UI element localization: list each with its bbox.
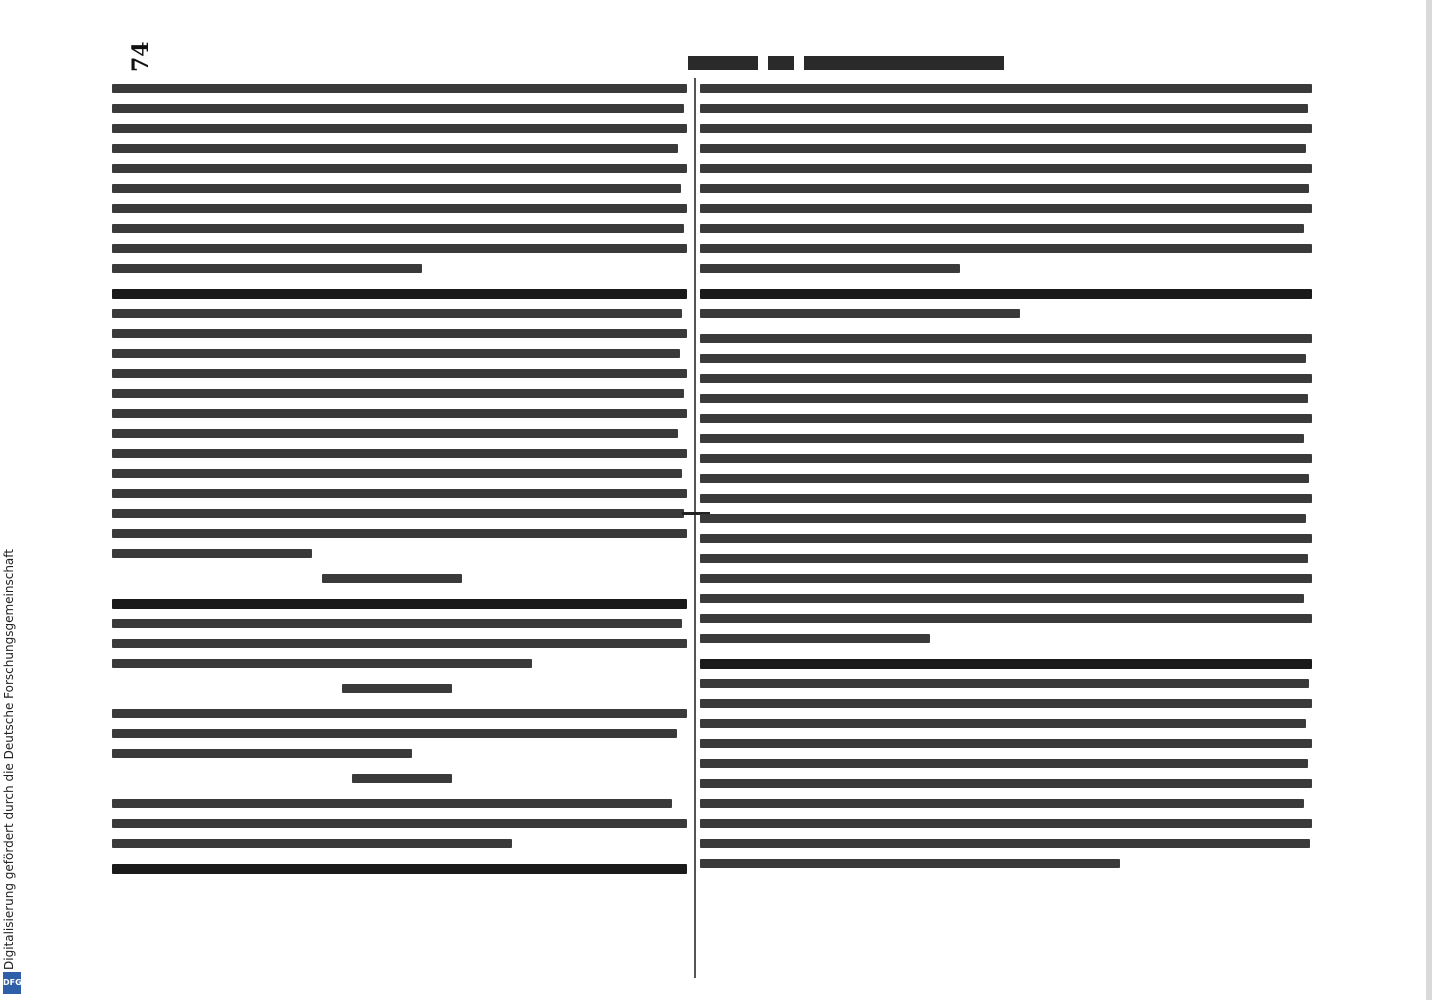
text-line — [700, 264, 960, 273]
page-header — [128, 40, 1428, 78]
text-line — [700, 859, 1120, 868]
text-line — [352, 774, 452, 783]
header-date-block — [804, 56, 1004, 70]
text-line — [112, 709, 687, 718]
text-line — [112, 799, 672, 808]
text-line — [700, 594, 1304, 603]
text-line — [700, 354, 1306, 363]
text-line — [700, 514, 1306, 523]
page-edge — [1426, 0, 1432, 1000]
text-line — [112, 164, 687, 173]
text-line — [700, 554, 1308, 563]
text-line — [112, 369, 687, 378]
text-line — [112, 599, 687, 609]
text-line — [112, 184, 681, 193]
text-line — [112, 489, 687, 498]
text-line — [700, 679, 1309, 688]
dfg-logo: DFG — [3, 972, 21, 994]
text-line — [700, 164, 1312, 173]
text-line — [322, 574, 462, 583]
text-line — [700, 124, 1312, 133]
header-title-block — [688, 56, 758, 70]
text-line — [112, 264, 422, 273]
text-line — [700, 414, 1312, 423]
text-line — [112, 144, 678, 153]
text-line — [700, 224, 1304, 233]
text-line — [112, 659, 532, 668]
column-divider — [694, 78, 696, 978]
text-line — [112, 429, 678, 438]
text-line — [112, 124, 687, 133]
text-line — [700, 739, 1312, 748]
text-line — [112, 819, 687, 828]
text-line — [112, 104, 684, 113]
text-line — [700, 534, 1312, 543]
text-line — [112, 469, 682, 478]
text-line — [112, 639, 687, 648]
text-line — [112, 224, 684, 233]
text-line — [112, 204, 687, 213]
footer-text: Digitalisierung gefördert durch die Deutsche Forschungsgemeinschaft — [2, 548, 16, 970]
text-line — [112, 529, 687, 538]
text-line — [700, 474, 1309, 483]
text-line — [700, 244, 1312, 253]
text-line — [700, 659, 1312, 669]
text-line — [700, 634, 930, 643]
text-line — [700, 614, 1312, 623]
text-line — [700, 84, 1312, 93]
text-column-right — [700, 84, 1315, 884]
text-line — [700, 574, 1312, 583]
text-line — [112, 309, 682, 318]
header-session-number — [768, 56, 794, 70]
text-column-left — [112, 84, 692, 884]
text-line — [112, 619, 682, 628]
text-line — [700, 779, 1312, 788]
text-line — [700, 839, 1310, 848]
text-line — [112, 84, 687, 93]
text-line — [112, 509, 684, 518]
text-line — [700, 309, 1020, 318]
text-line — [700, 394, 1308, 403]
text-line — [700, 494, 1312, 503]
text-line — [700, 104, 1308, 113]
text-line — [700, 374, 1312, 383]
text-line — [112, 329, 687, 338]
text-line — [700, 719, 1306, 728]
text-line — [112, 549, 312, 558]
text-line — [700, 334, 1312, 343]
text-line — [112, 839, 512, 848]
text-line — [700, 434, 1304, 443]
text-line — [112, 349, 680, 358]
text-line — [700, 184, 1309, 193]
text-line — [700, 699, 1312, 708]
text-line — [112, 289, 687, 299]
text-line — [700, 289, 1312, 299]
text-line — [112, 244, 687, 253]
text-line — [700, 454, 1312, 463]
text-line — [700, 759, 1308, 768]
text-line — [112, 409, 687, 418]
text-line — [112, 729, 677, 738]
text-line — [342, 684, 452, 693]
text-line — [112, 389, 684, 398]
text-line — [112, 449, 687, 458]
text-line — [700, 144, 1306, 153]
text-line — [700, 204, 1312, 213]
text-line — [700, 819, 1312, 828]
digitization-footer — [0, 548, 24, 998]
page-number: 74 — [128, 41, 154, 72]
text-line — [700, 799, 1304, 808]
text-line — [112, 864, 687, 874]
text-line — [112, 749, 412, 758]
